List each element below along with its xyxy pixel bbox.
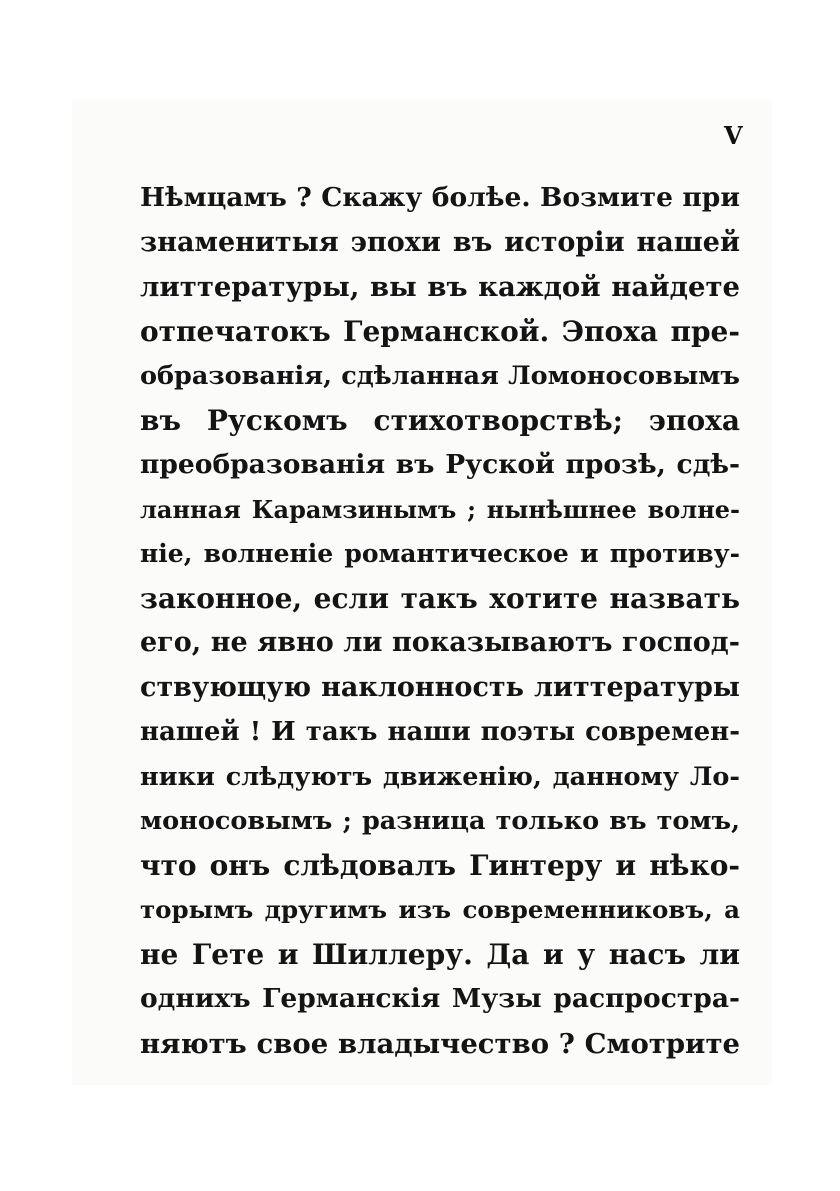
text-line: знаменитыя эпохи въ исторіи нашей [140,226,740,258]
text-line: образованія, сдѣланная Ломоносовымъ [140,361,740,391]
text-line: моносовымъ ; разница только въ томъ, [140,806,740,836]
page-number: V [724,121,743,150]
text-line: его, не явно ли показываютъ господ- [140,627,740,658]
text-line: въ Рускомъ стихотворствѣ; эпоха [140,403,740,437]
text-line: отпечатокъ Германской. Эпоха пре- [140,314,740,348]
text-line: ники слѣдуютъ движенію, данному Ло- [140,761,740,792]
text-line: няютъ свое владычество ? Смотрите [140,1027,740,1060]
body-text [140,176,740,1066]
text-line: ствующую наклонность литтературы [140,671,740,703]
text-line: нашей ! И такъ наши поэты современ- [140,717,740,747]
text-line: преобразованія въ Руской прозѣ, сдѣ- [140,449,740,480]
text-line: однихъ Германскія Музы распростра- [140,983,740,1014]
text-line: не Гете и Шиллеру. Да и у насъ ли [140,937,740,971]
text-line: ніе, волненіе романтическое и противу- [140,539,740,568]
text-line: что онъ слѣдовалъ Гинтеру и нѣко- [140,848,740,882]
text-line: Нѣмцамъ ? Скажу болѣе. Возмите при [140,182,740,213]
text-line: законное, если такъ хотите назвать [140,581,740,615]
text-line: торымъ другимъ изъ современниковъ, а [140,895,740,924]
text-line: литтературы, вы въ каждой найдете [140,271,740,303]
text-line: ланная Карамзинымъ ; нынѣшнее волне- [140,494,740,524]
